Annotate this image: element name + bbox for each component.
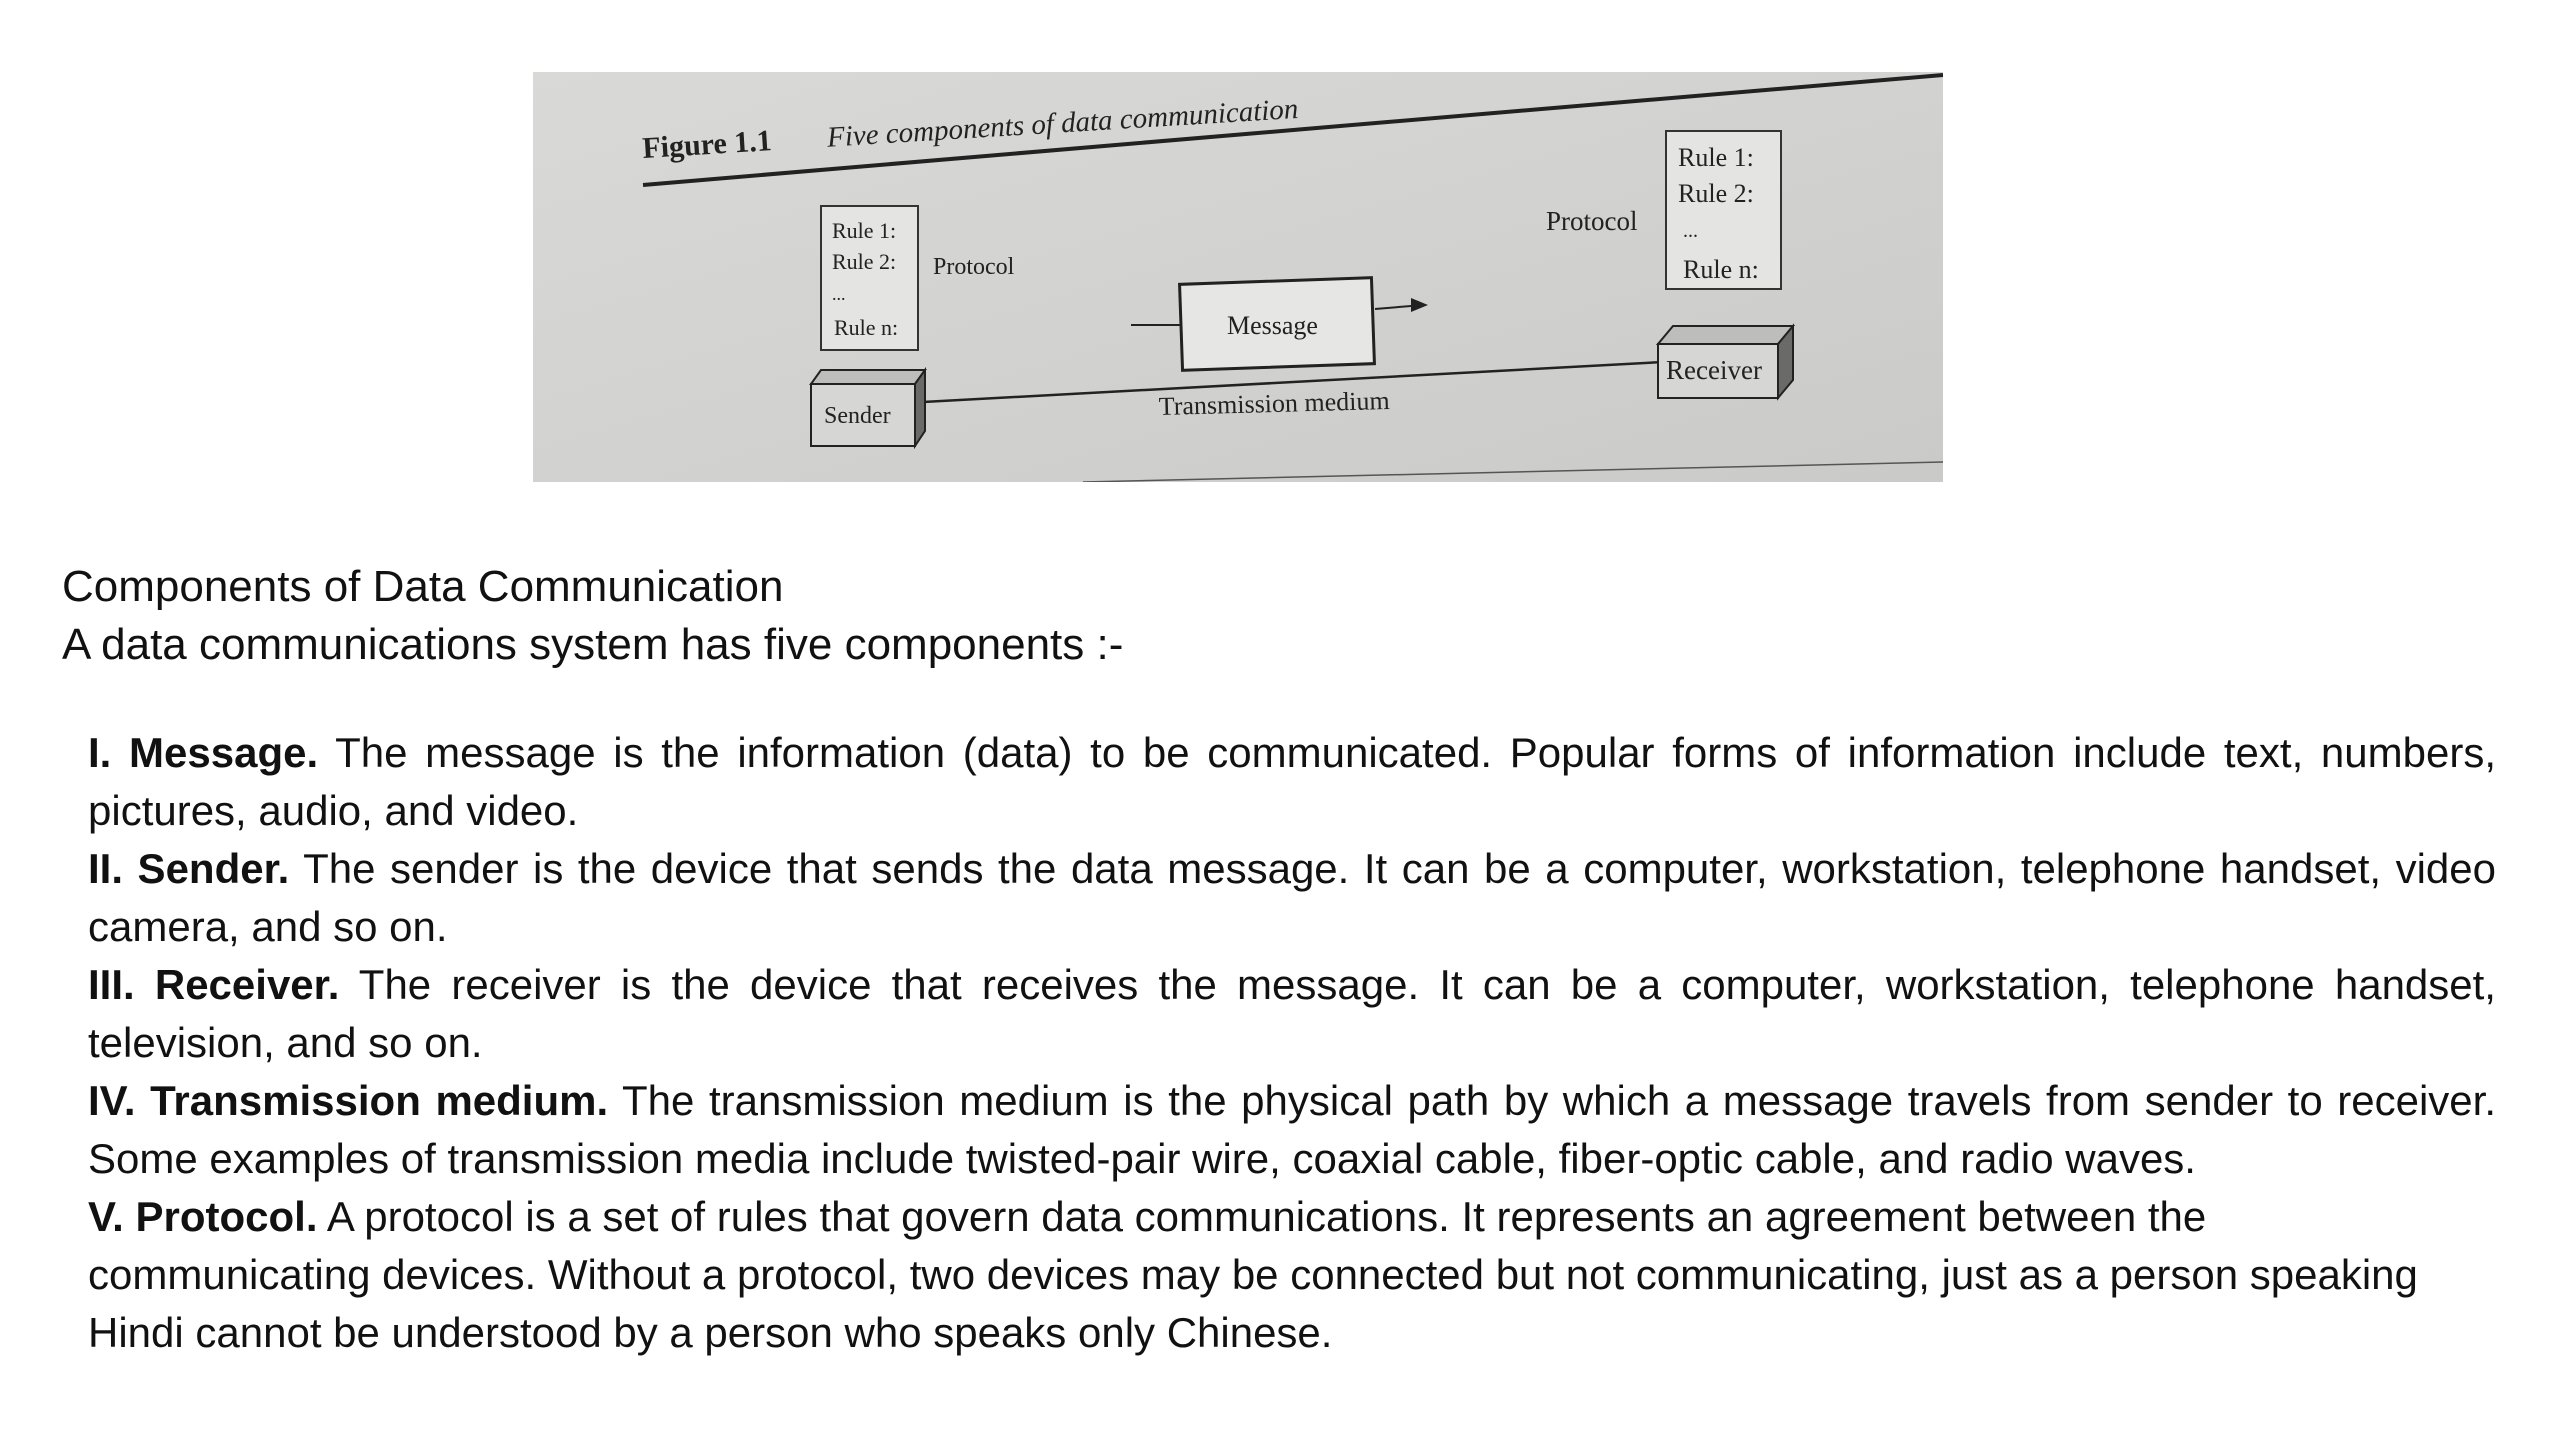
figure-caption-title: Five components of data communication bbox=[826, 92, 1300, 154]
sender-rule: ... bbox=[832, 284, 846, 304]
receiver-rules-box bbox=[1666, 131, 1781, 289]
list-item bbox=[88, 724, 2496, 840]
message-label: Message bbox=[1227, 311, 1318, 340]
list-item bbox=[88, 956, 2496, 1072]
receiver-rule: ... bbox=[1683, 220, 1698, 242]
transmission-medium-label: Transmission medium bbox=[1158, 385, 1390, 421]
sender-device bbox=[811, 370, 925, 446]
component-list bbox=[88, 724, 2496, 1362]
component-description: The sender is the device that sends the data message. It can be a computer, workstation, telephone handset, video camera, and so on. bbox=[88, 845, 2496, 950]
list-item bbox=[88, 1072, 2496, 1188]
receiver-rule: Rule 1: bbox=[1678, 143, 1754, 172]
page-title: Components of Data Communication bbox=[62, 562, 784, 611]
figure-diagram bbox=[533, 72, 1943, 482]
component-term: V. Protocol. bbox=[88, 1193, 318, 1240]
receiver-rule: Rule n: bbox=[1683, 255, 1759, 284]
component-description: The message is the information (data) to be communicated. Popular forms of information include text, numbers, pictures, audio, and video. bbox=[88, 729, 2496, 834]
sender-rule: Rule n: bbox=[834, 315, 899, 340]
figure-photo bbox=[533, 72, 1943, 482]
component-term: II. Sender. bbox=[88, 845, 290, 892]
component-description: A protocol is a set of rules that govern data communications. It represents an agreement between the communicating devices. Without a protocol, two devices may be connected but not communicating, just as a person speaking Hindi cannot be understood by a person who speaks only Chinese. bbox=[88, 1193, 2418, 1356]
list-item bbox=[88, 1188, 2496, 1362]
sender-rules-box bbox=[821, 206, 918, 350]
receiver-device bbox=[1658, 326, 1793, 398]
component-term: IV. Transmission medium. bbox=[88, 1077, 609, 1124]
heading-block bbox=[62, 558, 1123, 674]
intro-text: A data communications system has five components :- bbox=[62, 620, 1124, 669]
figure-caption-number: Figure 1.1 bbox=[641, 124, 773, 165]
list-item bbox=[88, 840, 2496, 956]
sender-label: Sender bbox=[824, 403, 891, 429]
component-term: I. Message. bbox=[88, 729, 319, 776]
receiver-rule: Rule 2: bbox=[1678, 179, 1754, 208]
sender-rule: Rule 2: bbox=[832, 249, 897, 274]
component-term: III. Receiver. bbox=[88, 961, 340, 1008]
component-description: The transmission medium is the physical path by which a message travels from sender to receiver. Some examples of transmission media include twisted-pair wire, coaxial cable, fiber-optic cable, and radio waves. bbox=[88, 1077, 2497, 1182]
protocol-label-left: Protocol bbox=[933, 254, 1015, 280]
component-description: The receiver is the device that receives the message. It can be a computer, workstation, telephone handset, television, and so on. bbox=[88, 961, 2496, 1066]
protocol-label-right: Protocol bbox=[1546, 206, 1638, 236]
receiver-label: Receiver bbox=[1666, 355, 1762, 385]
sender-rule: Rule 1: bbox=[832, 218, 897, 243]
